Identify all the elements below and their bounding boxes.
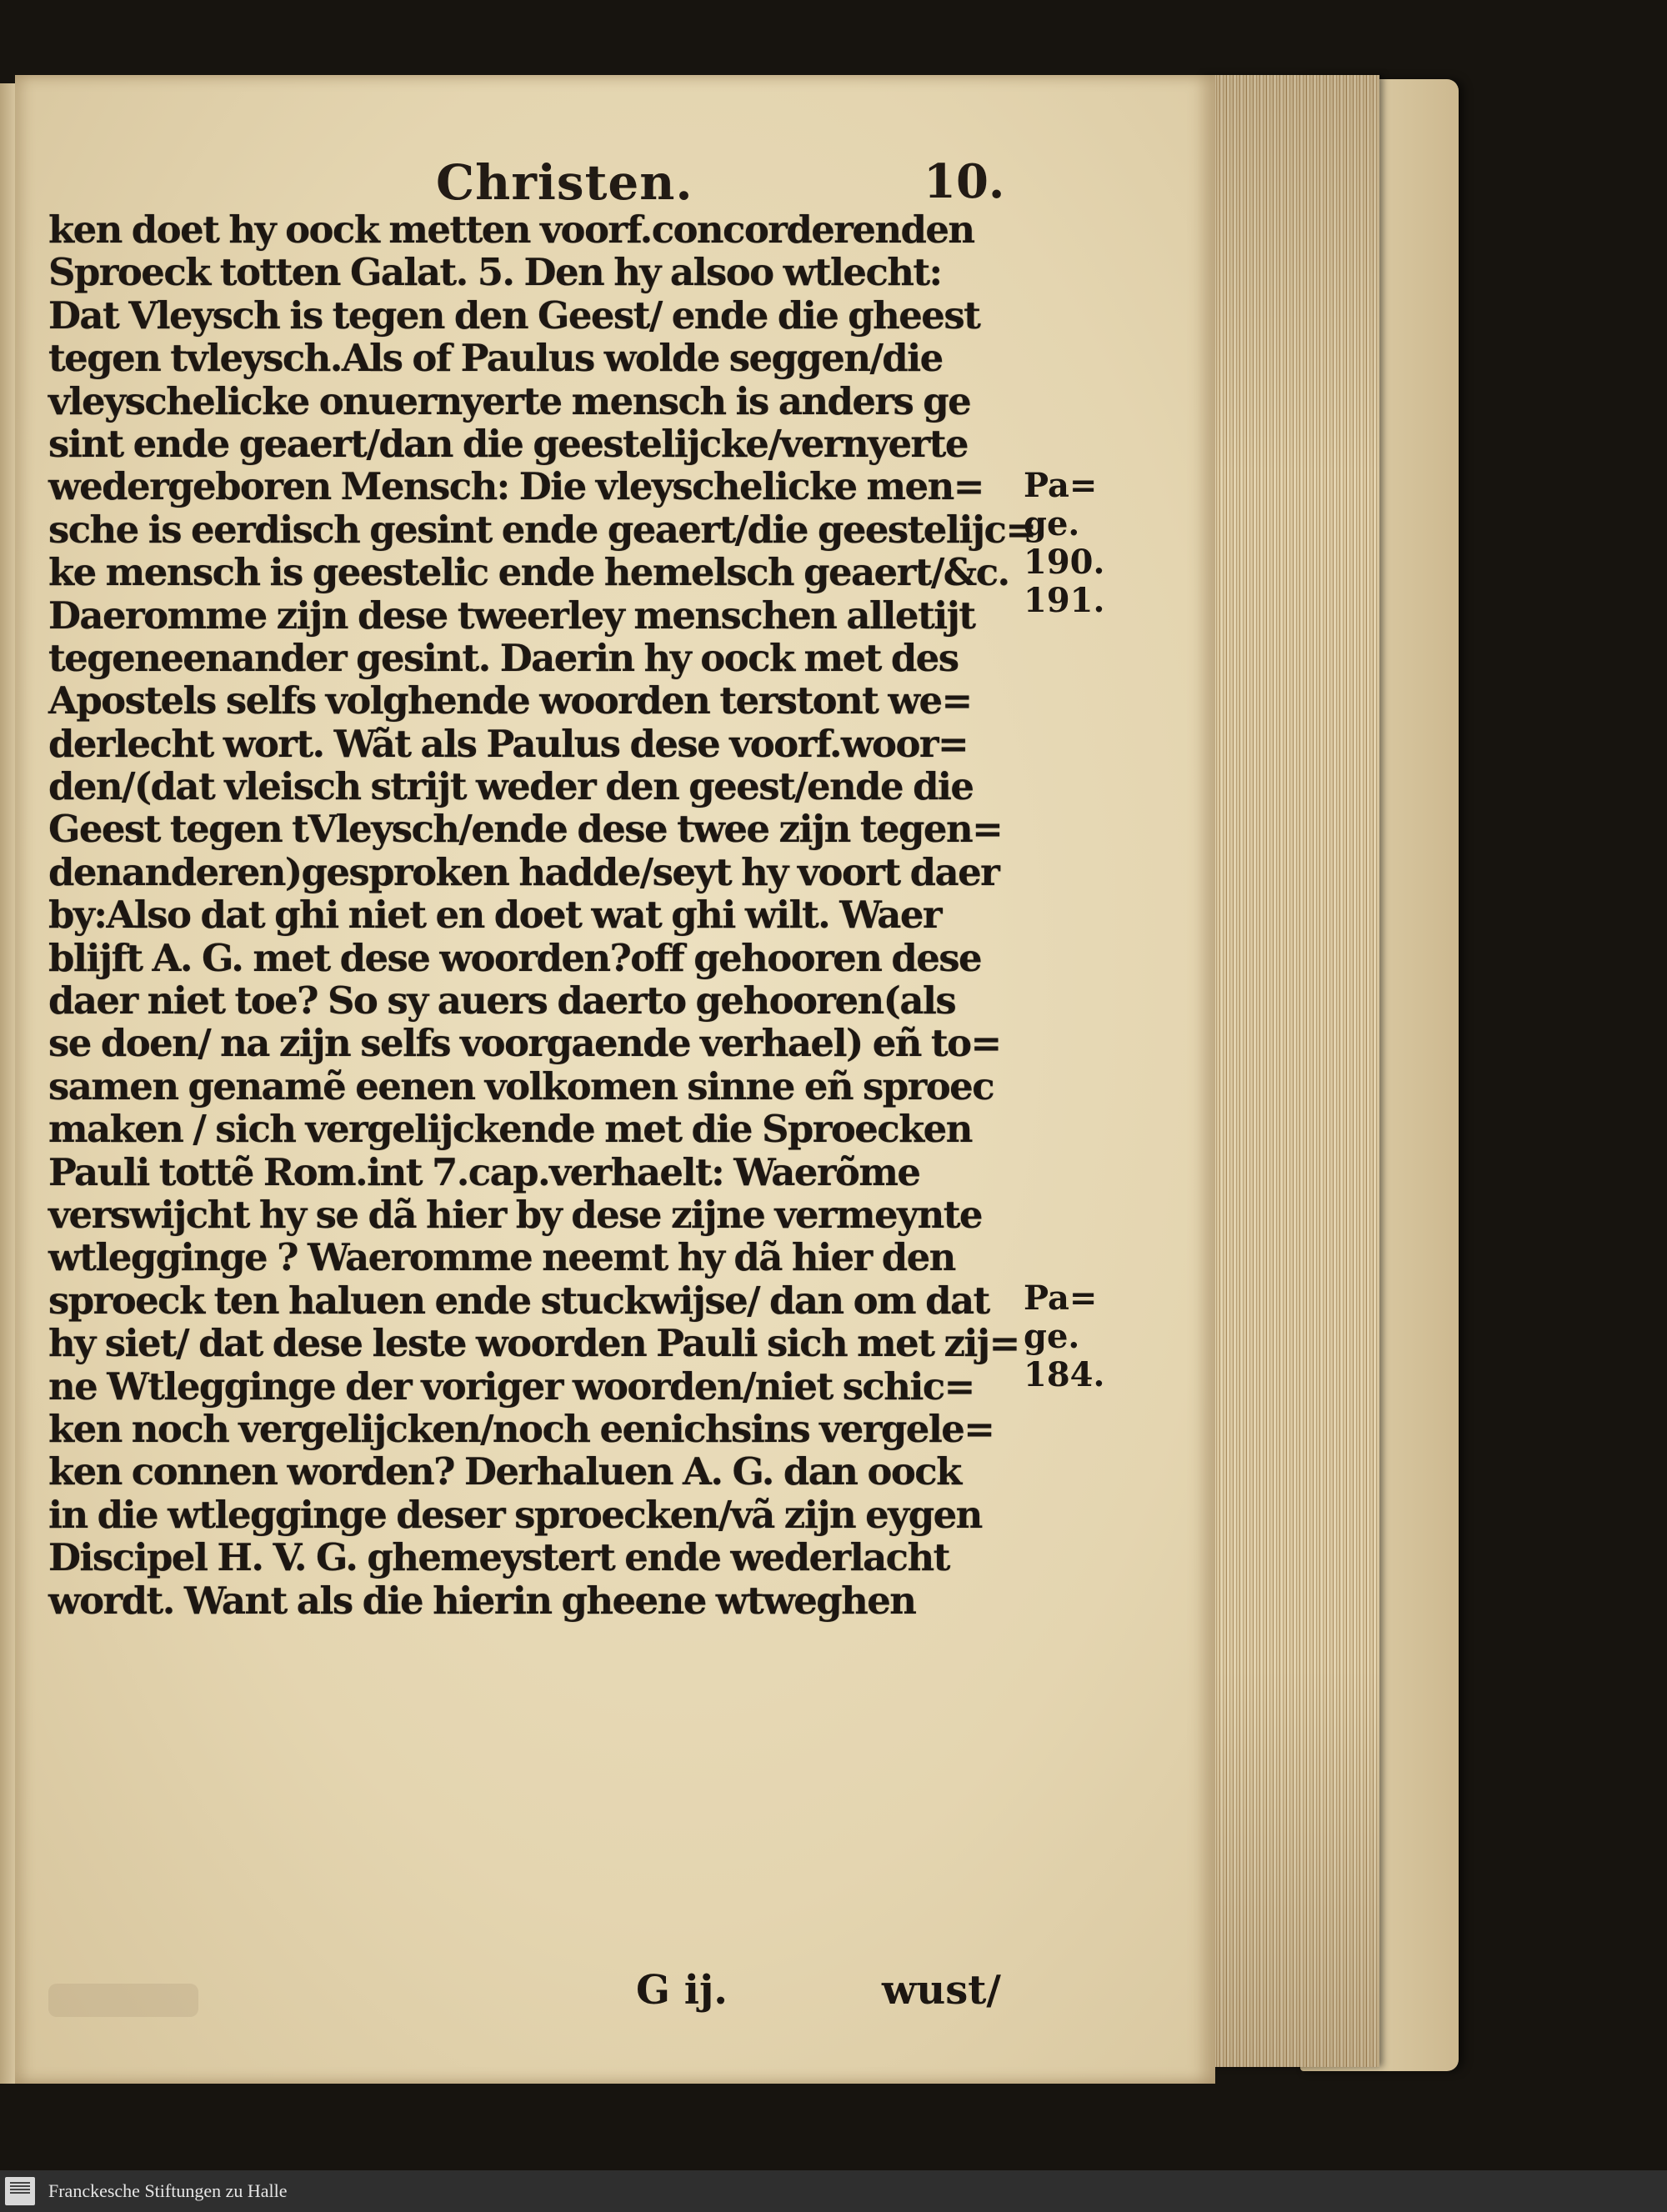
running-title: Christen. <box>436 154 693 211</box>
text-line: vleyschelicke onuernyerte mensch is anders ge <box>48 378 971 423</box>
text-line: derlecht wort. Wãt als Paulus dese voorf.woor= <box>48 721 969 766</box>
text-line: wedergeboren Mensch: Die vleyschelicke men= <box>48 464 984 509</box>
margin-note-line: ge. <box>1024 504 1080 543</box>
margin-note-line: ge. <box>1024 1317 1080 1356</box>
text-line: hy siet/ dat dese leste woorden Pauli sich met zij= <box>48 1321 1019 1366</box>
text-line: sint ende geaert/dan die geestelijcke/vernyerte <box>48 421 968 466</box>
institution-logo-icon <box>5 2177 35 2205</box>
text-line: ke mensch is geestelic ende hemelsch geaert/&c. <box>48 550 1009 595</box>
signature-mark: G ij. <box>636 1967 728 2014</box>
margin-note-line: 190. <box>1024 543 1105 582</box>
margin-note-line: 191. <box>1024 581 1105 620</box>
text-line: by:Also dat ghi niet en doet wat ghi wilt. Waer <box>48 893 941 938</box>
folio-number: 10. <box>924 154 1005 209</box>
text-line: in die wtlegginge deser sproecken/vã zijn eygen <box>48 1492 982 1537</box>
text-line: verswijcht hy se dã hier by dese zijne vermeynte <box>48 1192 982 1237</box>
text-line: blijft A. G. met dese woorden?off gehooren dese <box>48 935 982 980</box>
text-line: ken doet hy oock metten voorf.concorderenden <box>48 208 974 252</box>
margin-note-page-ref <box>1024 1279 1104 1394</box>
margin-note-line: Pa= <box>1024 1279 1098 1318</box>
viewer-footer-bar <box>0 2170 1667 2212</box>
margin-note-line: 184. <box>1024 1355 1105 1394</box>
text-line: den/(dat vleisch strijt weder den geest/ende die <box>48 764 974 809</box>
text-line: Daeromme zijn dese tweerley menschen alletijt <box>48 593 975 638</box>
margin-note-line: Pa= <box>1024 466 1098 505</box>
institution-name: Franckesche Stiftungen zu Halle <box>48 2180 288 2201</box>
text-line: denanderen)gesproken hadde/seyt hy voort daer <box>48 849 999 894</box>
text-line: sche is eerdisch gesint ende geaert/die geestelijc= <box>48 507 1036 552</box>
book-page <box>15 75 1215 2084</box>
text-line: Dat Vleysch is tegen den Geest/ ende die gheest <box>48 293 980 338</box>
text-line: Discipel H. V. G. ghemeystert ende wederlacht <box>48 1535 949 1580</box>
text-line: tegen tvleysch.Als of Paulus wolde seggen/die <box>48 336 943 381</box>
text-line: maken / sich vergelijckende met die Sproecken <box>48 1107 972 1152</box>
text-block <box>48 208 1036 1623</box>
text-line: daer niet toe? So sy auers daerto gehooren(als <box>48 978 956 1023</box>
text-line: Sproeck totten Galat. 5. Den hy alsoo wtlecht: <box>48 250 942 295</box>
catchword: wust/ <box>882 1967 1001 2014</box>
text-line: se doen/ na zijn selfs voorgaende verhael) eñ to= <box>48 1021 1001 1066</box>
text-line: samen genamẽ eenen volkomen sinne eñ sproec <box>48 1063 994 1109</box>
text-line: tegeneenander gesint. Daerin hy oock met des <box>48 635 959 680</box>
text-line: wordt. Want als die hierin gheene wtweghen <box>48 1578 916 1623</box>
left-page-sliver <box>0 83 17 2084</box>
text-line: sproeck ten haluen ende stuckwijse/ dan om dat <box>48 1278 989 1323</box>
text-line: Apostels selfs volghende woorden terstont we= <box>48 678 972 723</box>
page-foot <box>15 1967 1215 2017</box>
text-line: Geest tegen tVleysch/ende dese twee zijn tegen= <box>48 807 1003 852</box>
text-line: ken noch vergelijcken/noch eenichsins vergele= <box>48 1406 994 1451</box>
text-line: ken connen worden? Derhaluen A. G. dan oock <box>48 1449 961 1494</box>
text-line: wtlegginge ? Waeromme neemt hy dã hier den <box>48 1235 955 1280</box>
text-line: ne Wtlegginge der voriger woorden/niet schic= <box>48 1364 974 1409</box>
page-edges <box>1200 75 1379 2067</box>
text-line: Pauli tottẽ Rom.int 7.cap.verhaelt: Waerõme <box>48 1149 920 1194</box>
margin-note-page-ref <box>1024 467 1104 620</box>
